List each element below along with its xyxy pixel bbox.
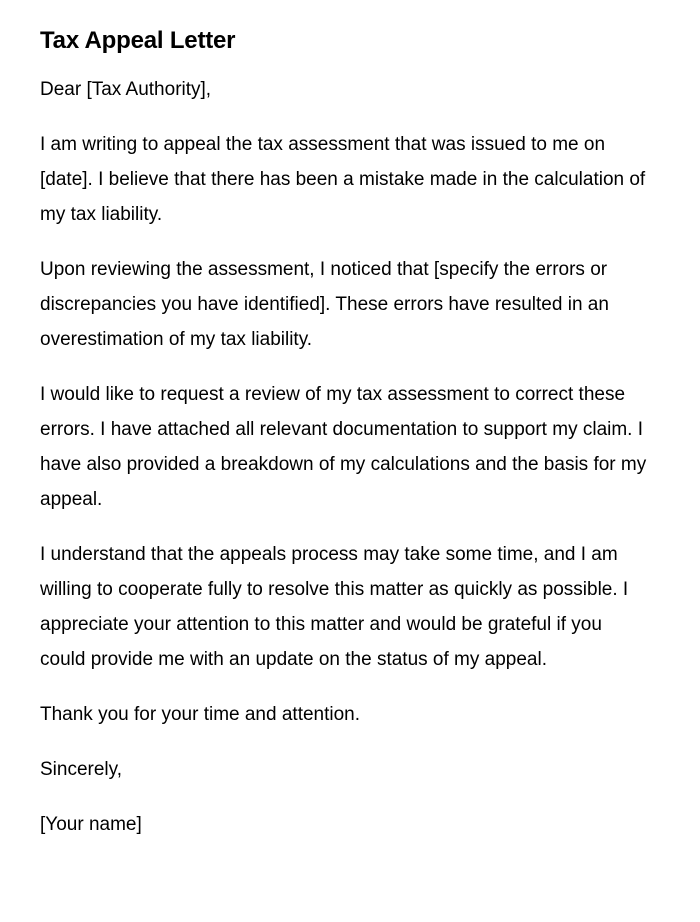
paragraph-errors: Upon reviewing the assessment, I noticed that [specify the errors or discrepancies you have identified]. These errors have resulted in an overestimation of my tax liability. bbox=[40, 259, 609, 350]
paragraph-thanks: Thank you for your time and attention. bbox=[40, 704, 361, 725]
letter-body bbox=[40, 72, 650, 842]
paragraph-request: I would like to request a review of my tax assessment to correct these errors. I have attached all relevant documentation to support my claim. I have also provided a breakdown of my calculations and the basis for my appeal. bbox=[40, 384, 647, 510]
salutation: Dear [Tax Authority], bbox=[40, 79, 212, 100]
paragraph-process: I understand that the appeals process may take some time, and I am willing to cooperate fully to resolve this matter as quickly as possible. I appreciate your attention to this matter and would be grateful if you could provide me with an update on the status of my appeal. bbox=[40, 544, 629, 670]
paragraph-intro: I am writing to appeal the tax assessment that was issued to me on [date]. I believe that there has been a mistake made in the calculation of my tax liability. bbox=[40, 134, 646, 225]
page-title: Tax Appeal Letter bbox=[40, 27, 236, 54]
signature: [Your name] bbox=[40, 814, 142, 835]
closing: Sincerely, bbox=[40, 759, 123, 780]
letter-document bbox=[40, 24, 650, 862]
